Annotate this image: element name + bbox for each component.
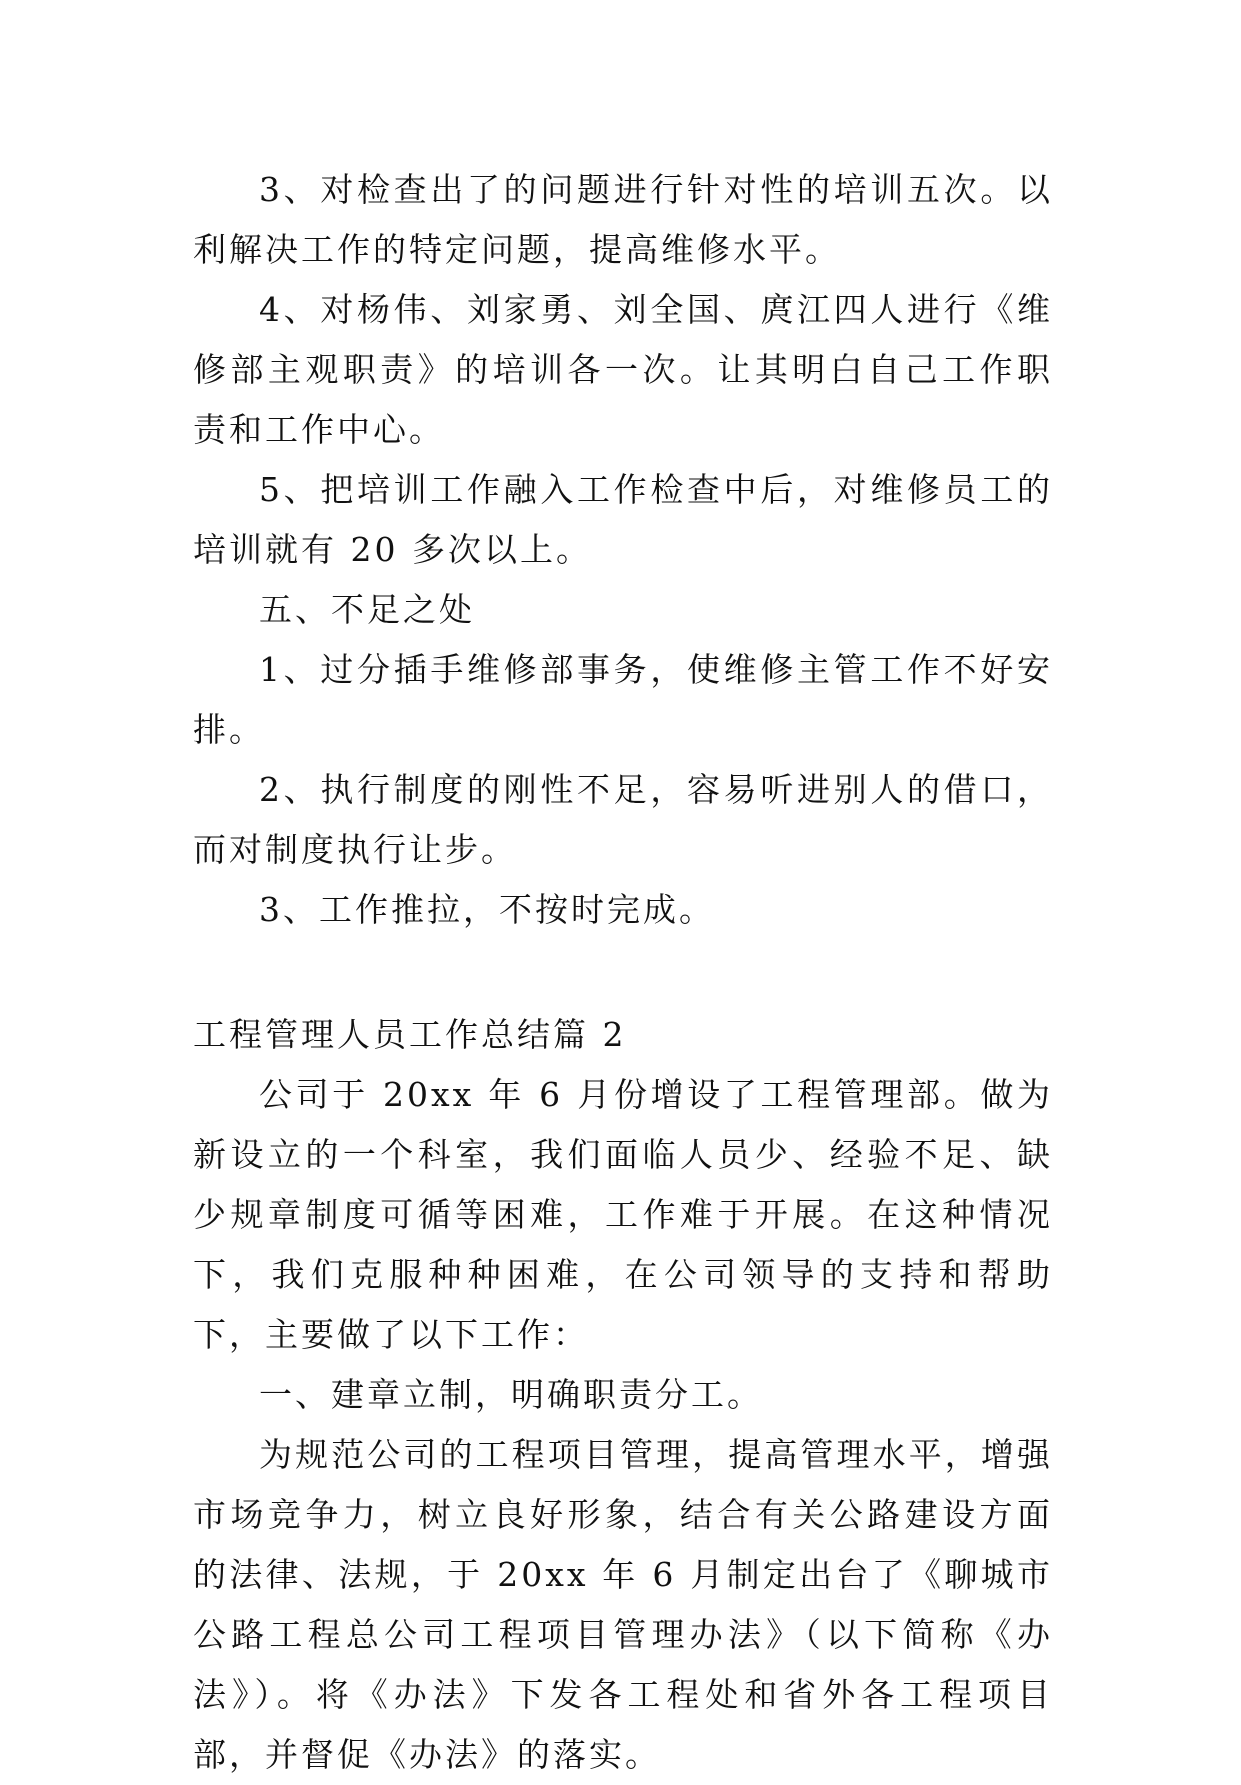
paragraph-shortcoming-3: 3、工作推拉，不按时完成。	[259, 890, 715, 929]
section-spacer	[193, 940, 1053, 1005]
paragraph-intro: 公司于 20xx 年 6 月份增设了工程管理部。做为新设立的一个科室，我们面临人员少、经验不足、缺少规章制度可循等困难，工作难于开展。在这种情况下，我们克服种种困难，在公司领导的支持和帮助下，主要做了以下工作：	[193, 1075, 1053, 1354]
paragraph-training-5: 5、把培训工作融入工作检查中后，对维修员工的培训就有 20 多次以上。	[193, 470, 1053, 569]
paragraph-training-4: 4、对杨伟、刘家勇、刘全国、庹江四人进行《维修部主观职责》的培训各一次。让其明白自己工作职责和工作中心。	[193, 290, 1053, 449]
paragraph-shortcoming-1: 1、过分插手维修部事务，使维修主管工作不好安排。	[193, 650, 1053, 749]
paragraph-shortcoming-2: 2、执行制度的刚性不足，容易听进别人的借口，而对制度执行让步。	[193, 770, 1053, 869]
paragraph-management-measures: 为规范公司的工程项目管理，提高管理水平，增强市场竞争力，树立良好形象，结合有关公路建设方面的法律、法规，于 20xx 年 6 月制定出台了《聊城市公路工程总公司工程项目管理办法》（以下简称《办法》）。将《办法》下发各工程处和省外各工程项目部，并督促《办法》的落实。	[193, 1435, 1053, 1774]
document-body	[193, 160, 1053, 1785]
subheading-rules: 一、建章立制，明确职责分工。	[259, 1375, 763, 1414]
section-title: 工程管理人员工作总结篇 2	[193, 1015, 627, 1054]
paragraph-training-3: 3、对检查出了的问题进行针对性的培训五次。以利解决工作的特定问题，提高维修水平。	[193, 170, 1053, 269]
section-heading-shortcomings: 五、不足之处	[259, 590, 475, 629]
